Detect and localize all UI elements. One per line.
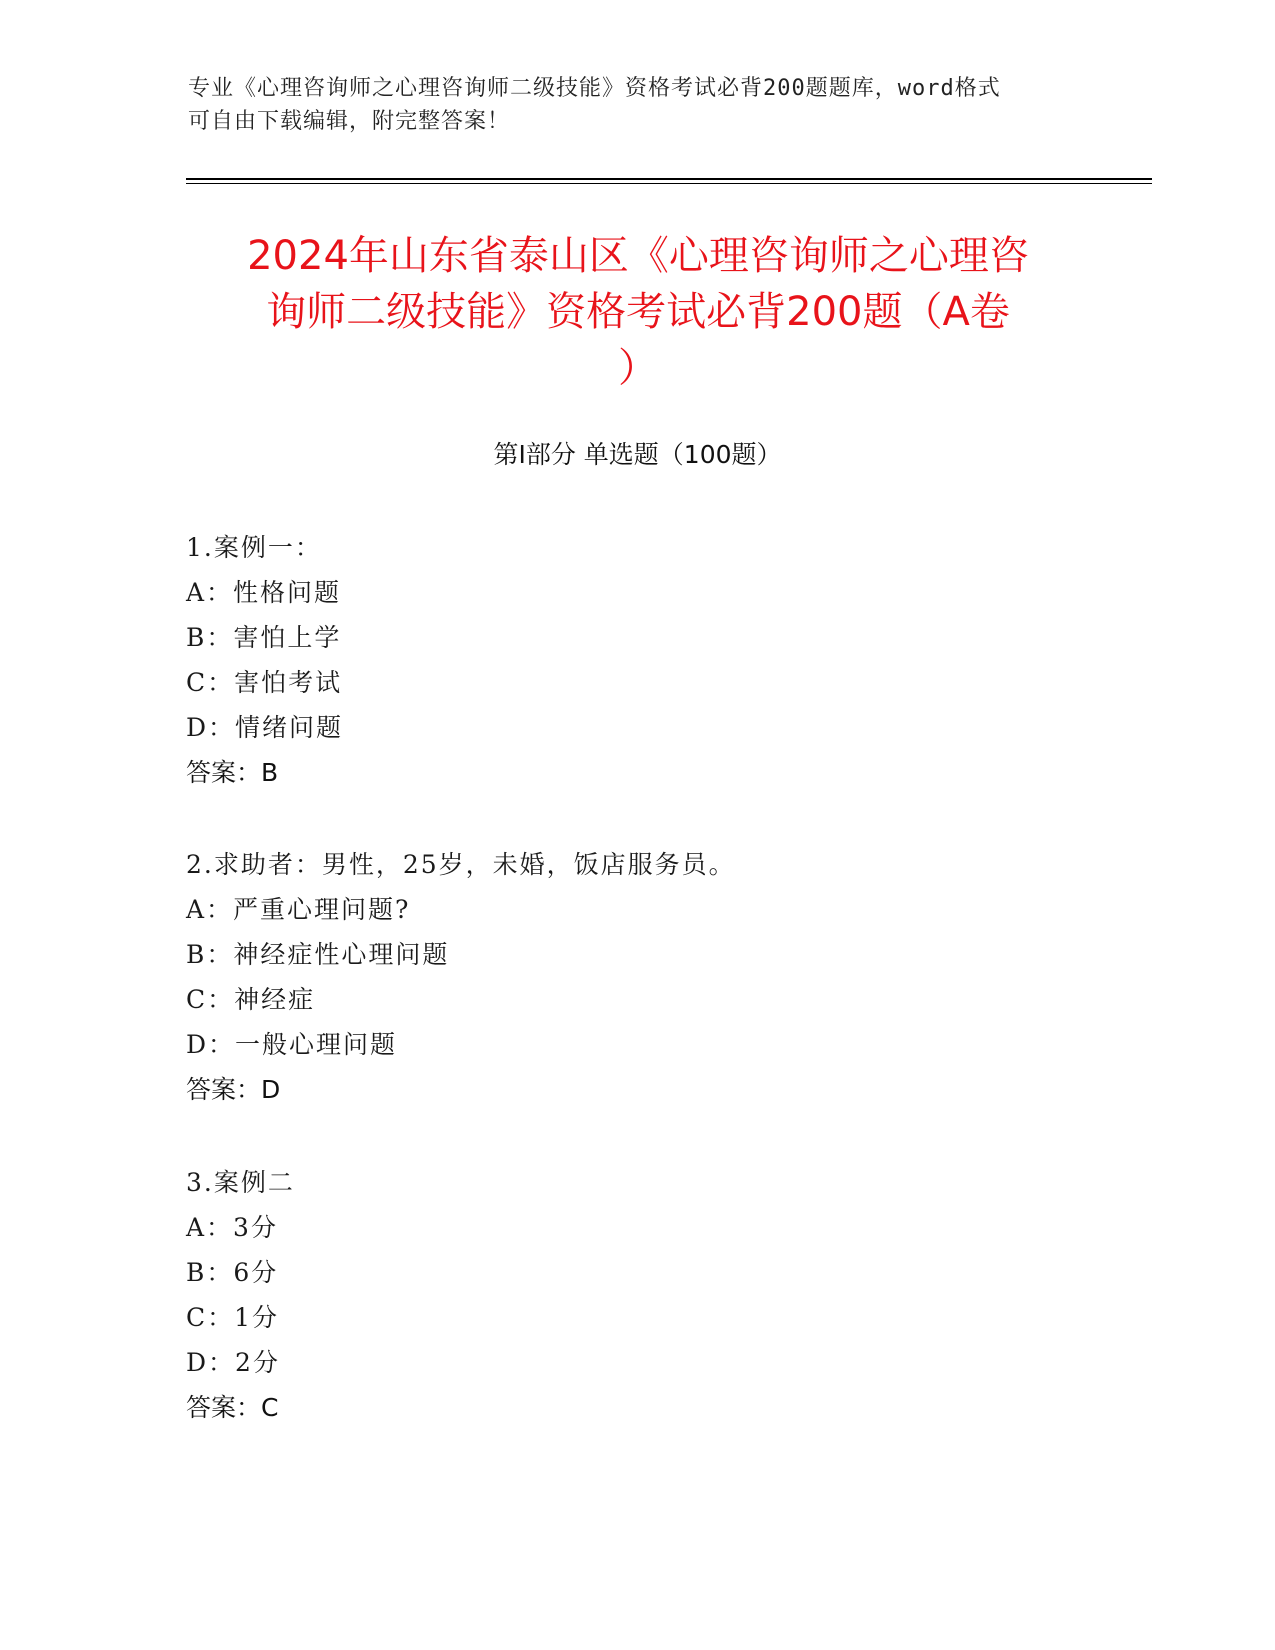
header-divider-thick (186, 178, 1152, 180)
question-3 (186, 1160, 1086, 1430)
option-c: C：害怕考试 (186, 668, 343, 697)
section-heading: 第Ⅰ部分 单选题（100题） (493, 440, 782, 469)
option-b: B：神经症性心理问题 (186, 940, 450, 969)
option-a: A：3分 (186, 1213, 278, 1242)
answer-line: 答案：C (186, 1393, 279, 1422)
title-line-2: 询师二级技能》资格考试必背200题（A卷 (266, 289, 1010, 335)
answer-line: 答案：B (186, 758, 279, 787)
option-c: C：神经症 (186, 985, 316, 1014)
option-a: A：性格问题 (186, 578, 342, 607)
question-stem: 3.案例二 (186, 1168, 295, 1197)
option-d: D：情绪问题 (186, 713, 344, 742)
option-b: B：害怕上学 (186, 623, 342, 652)
answer-line: 答案：D (186, 1075, 281, 1104)
header-note (188, 72, 1088, 138)
header-note-line-1: 专业《心理咨询师之心理咨询师二级技能》资格考试必背200题题库，word格式 (188, 76, 1001, 101)
document-title (178, 228, 1098, 396)
title-line-3: ） (618, 345, 658, 391)
option-d: D：一般心理问题 (186, 1030, 398, 1059)
question-2 (186, 842, 1086, 1112)
question-1 (186, 525, 1086, 795)
question-stem: 2.求助者：男性，25岁，未婚，饭店服务员。 (186, 850, 736, 879)
option-c: C：1分 (186, 1303, 280, 1332)
header-note-line-2: 可自由下载编辑，附完整答案！ (188, 109, 511, 134)
option-b: B：6分 (186, 1258, 279, 1287)
option-a: A：严重心理问题? (186, 895, 411, 924)
header-divider-thin (186, 183, 1152, 184)
option-d: D：2分 (186, 1348, 280, 1377)
title-line-1: 2024年山东省泰山区《心理咨询师之心理咨 (247, 233, 1029, 279)
question-stem: 1.案例一： (186, 533, 322, 562)
